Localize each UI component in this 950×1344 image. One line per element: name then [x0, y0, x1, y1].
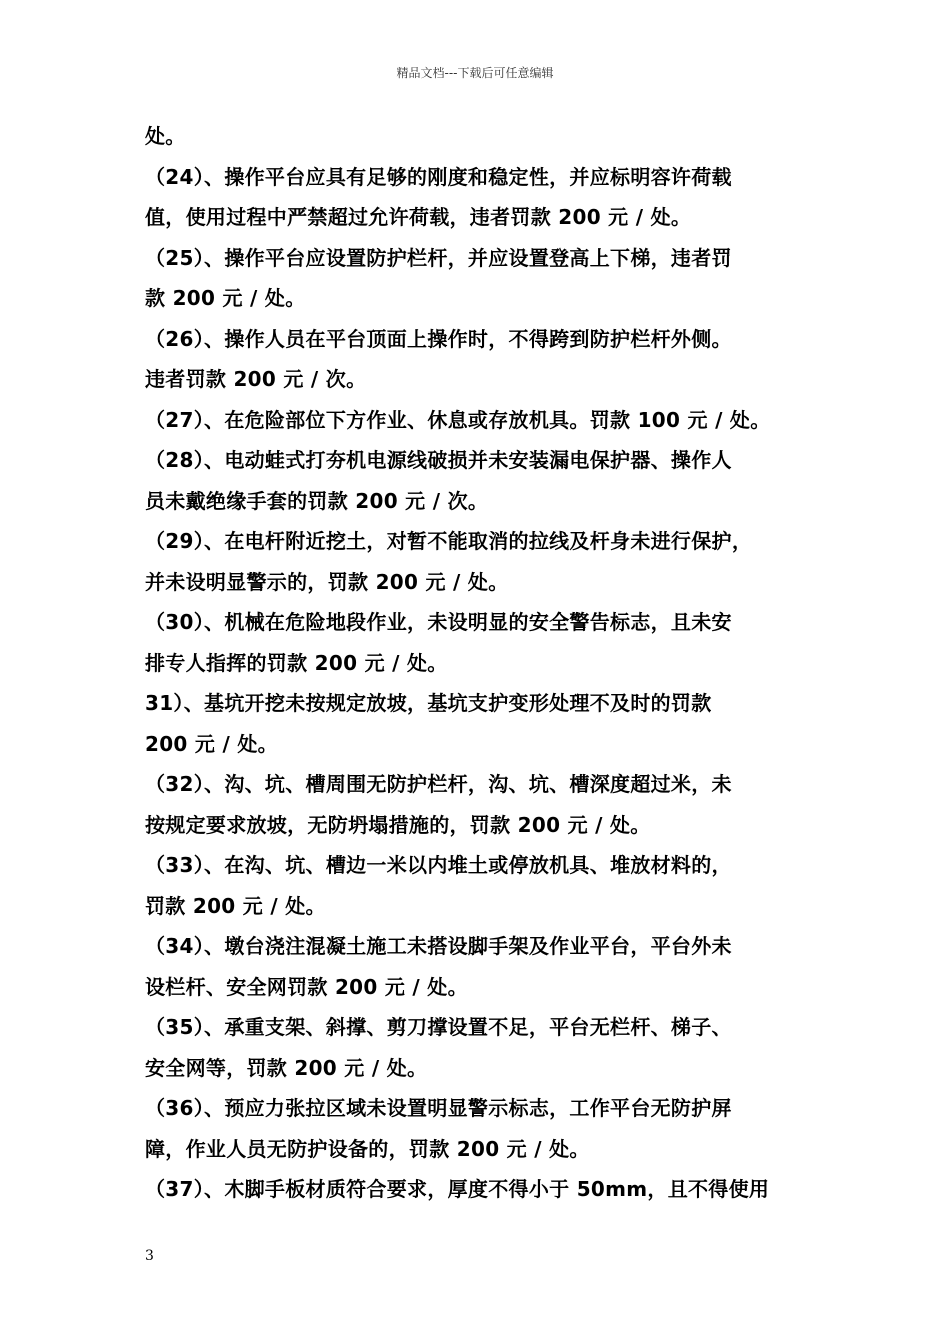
text-line: 处。	[145, 124, 186, 148]
text-line: （26）、操作人员在平台顶面上操作时，不得跨到防护栏杆外侧。	[145, 326, 732, 351]
text-line: 安全网等，罚款 200 元 / 处。	[145, 1055, 428, 1080]
text-line: （29）、在电杆附近挖土，对暂不能取消的拉线及杆身未进行保护，	[145, 529, 753, 553]
text-line: （30）、机械在危险地段作业，未设明显的安全警告标志，且未安	[145, 610, 732, 634]
document-body	[145, 116, 825, 1210]
text-line: （36）、预应力张拉区域未设置明显警示标志，工作平台无防护屏	[145, 1096, 732, 1120]
text-line: （28）、电动蛙式打夯机电源线破损并未安装漏电保护器、操作人	[145, 448, 732, 472]
text-line: 员未戴绝缘手套的罚款 200 元 / 次。	[145, 488, 489, 513]
text-line: 按规定要求放坡，无防坍塌措施的，罚款 200 元 / 处。	[145, 812, 651, 837]
page-number: 3	[145, 1248, 154, 1264]
text-line: 31）、基坑开挖未按规定放坡，基坑支护变形处理不及时的罚款	[145, 691, 712, 715]
text-line: 罚款 200 元 / 处。	[145, 893, 326, 918]
text-line: （24）、操作平台应具有足够的刚度和稳定性，并应标明容许荷载	[145, 164, 732, 189]
text-line: （25）、操作平台应设置防护栏杆，并应设置登高上下梯，违者罚	[145, 245, 732, 270]
text-line: 排专人指挥的罚款 200 元 / 处。	[145, 650, 448, 675]
page-header: 精品文档---下载后可任意编辑	[396, 66, 554, 80]
text-line: （37）、木脚手板材质符合要求，厚度不得小于 50mm，且不得使用	[145, 1177, 770, 1201]
text-line: 违者罚款 200 元 / 次。	[145, 367, 367, 391]
text-line: 障，作业人员无防护设备的，罚款 200 元 / 处。	[145, 1136, 590, 1161]
text-line: 并未设明显警示的，罚款 200 元 / 处。	[145, 569, 509, 594]
text-line: （27）、在危险部位下方作业、休息或存放机具。罚款 100 元 / 处。	[145, 407, 771, 432]
text-line: （34）、墩台浇注混凝土施工未搭设脚手架及作业平台，平台外未	[145, 934, 732, 958]
text-line: 200 元 / 处。	[145, 731, 278, 756]
text-line: 值，使用过程中严禁超过允许荷载，违者罚款 200 元 / 处。	[145, 205, 692, 229]
text-line: （33）、在沟、坑、槽边一米以内堆土或停放机具、堆放材料的，	[145, 853, 732, 877]
text-line: 设栏杆、安全网罚款 200 元 / 处。	[145, 974, 468, 999]
text-line: 款 200 元 / 处。	[145, 286, 306, 310]
text-line: （32）、沟、坑、槽周围无防护栏杆，沟、坑、槽深度超过米，未	[145, 772, 732, 796]
text-line: （35）、承重支架、斜撑、剪刀撑设置不足，平台无栏杆、梯子、	[145, 1015, 732, 1039]
